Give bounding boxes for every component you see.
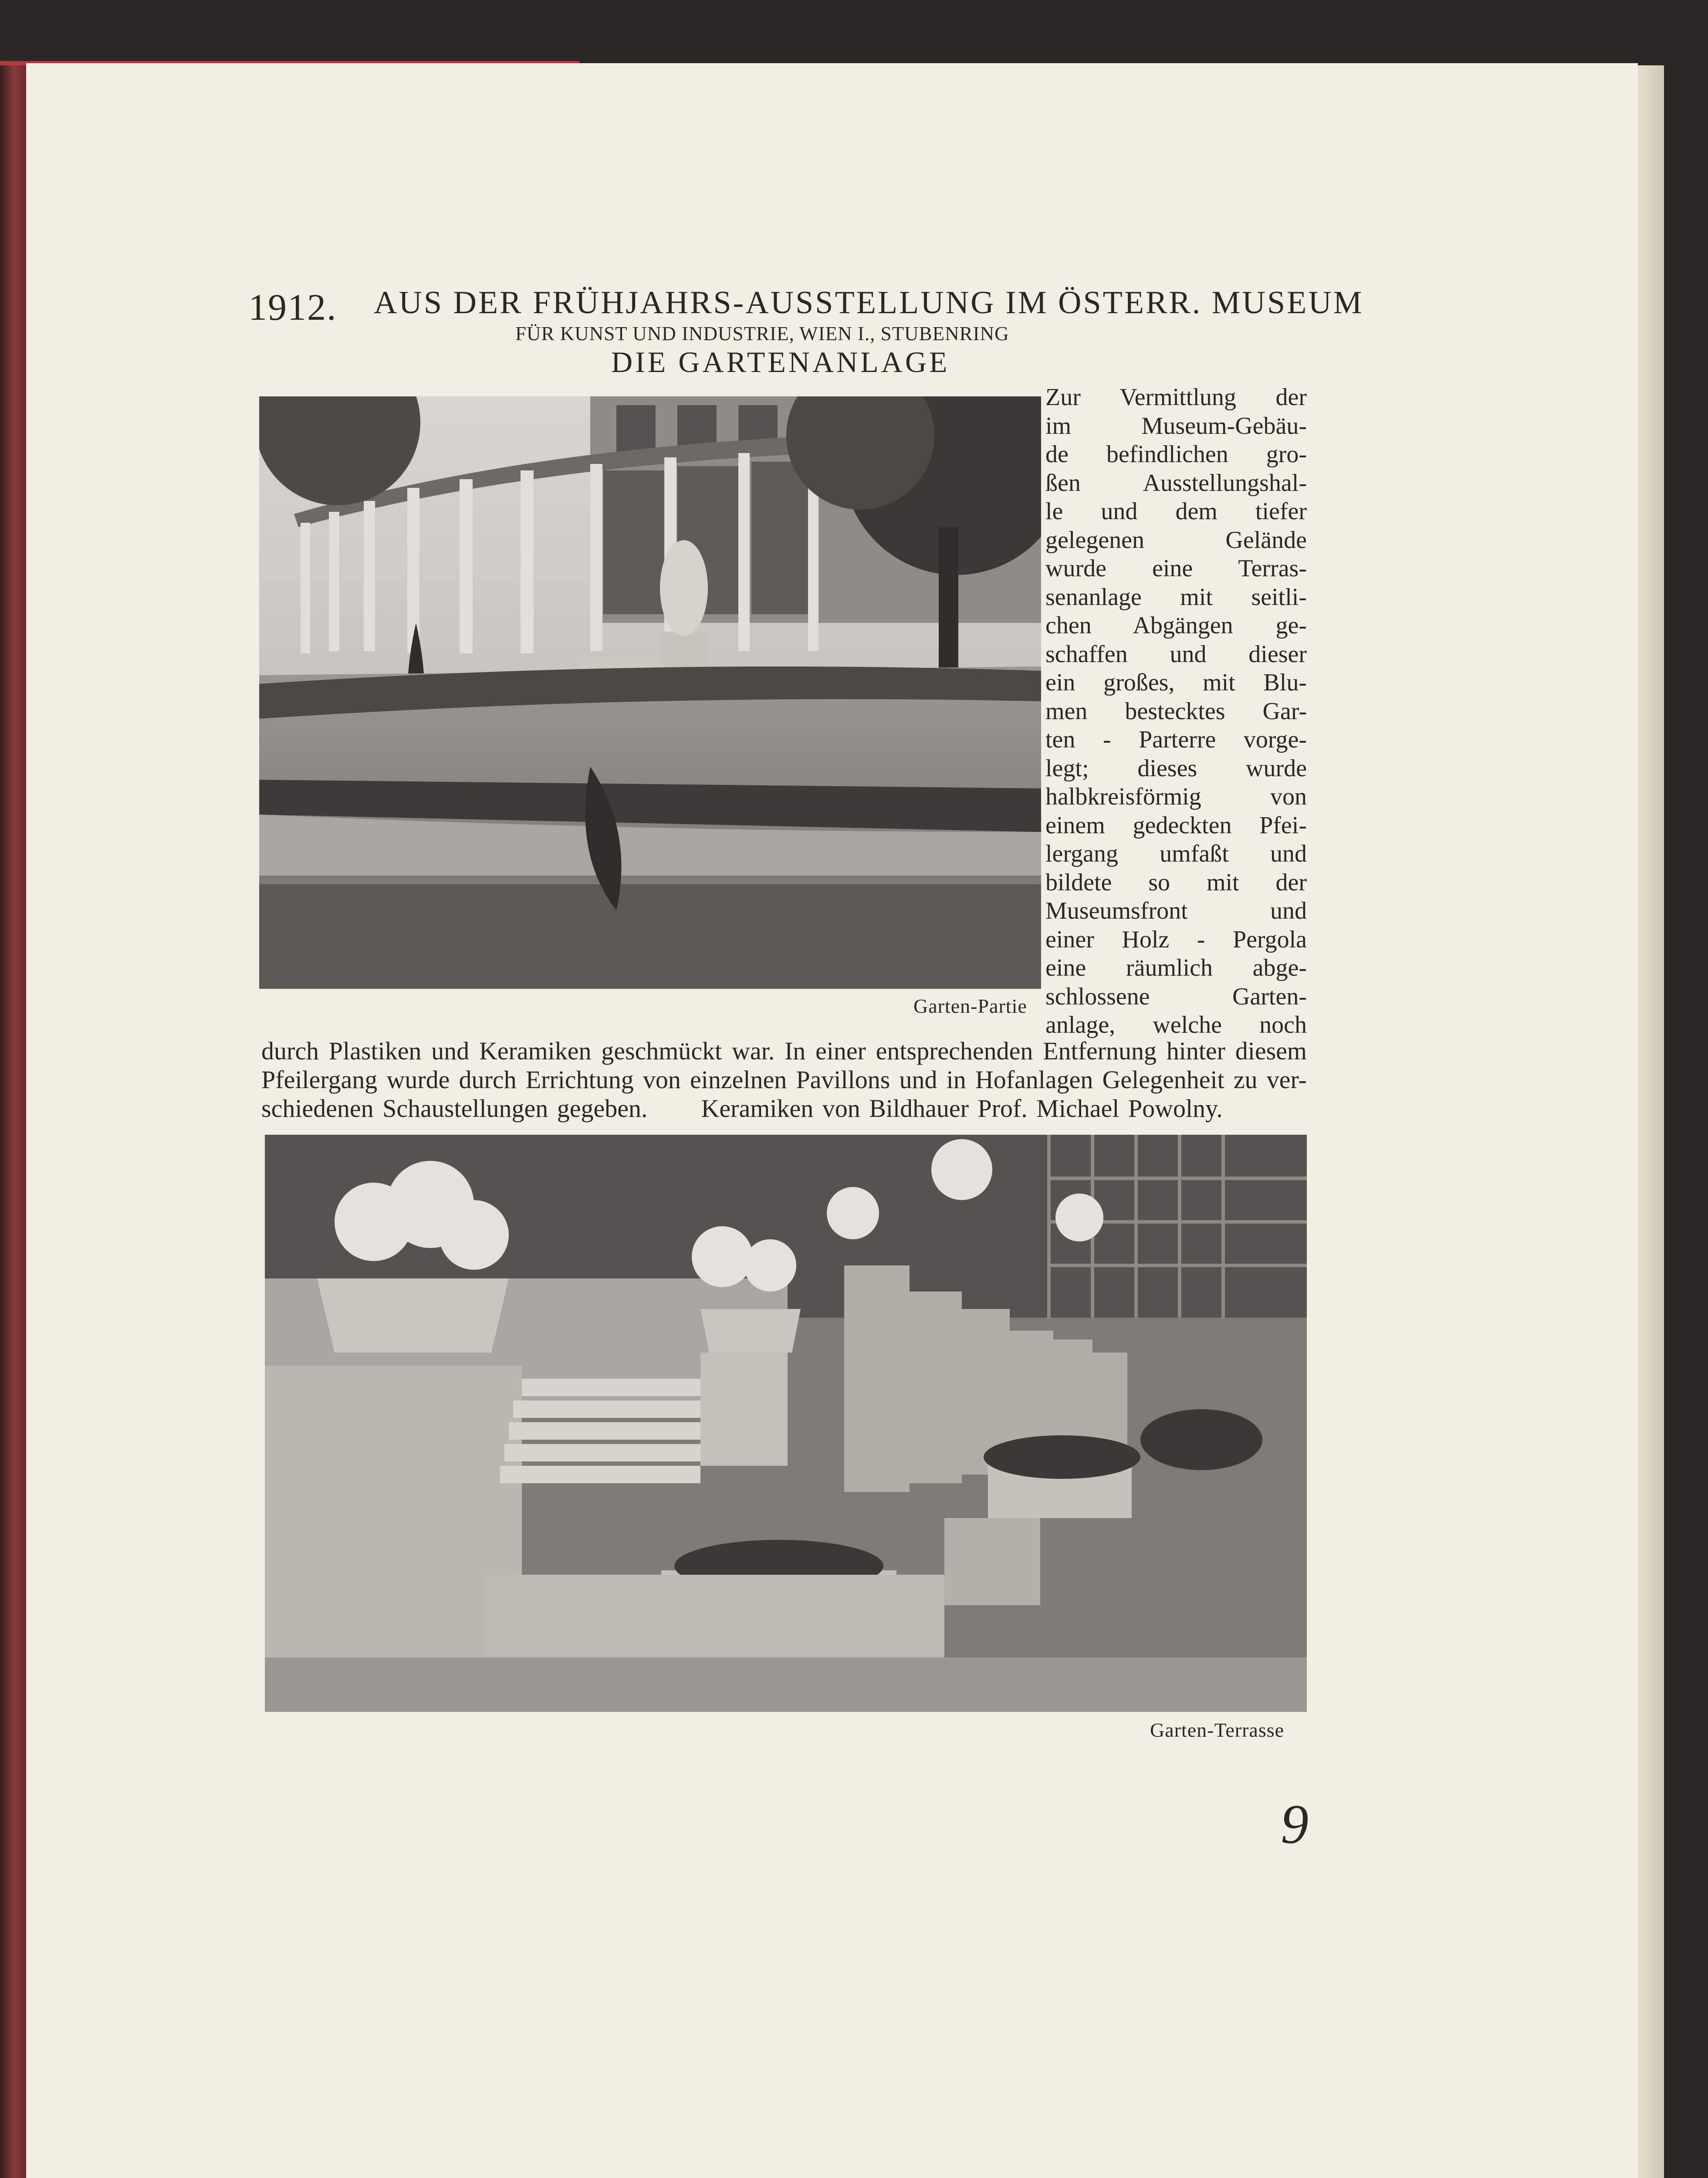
body-line-last: schiedenen Schaustellungen gegeben. Keramiken von Bildhauer Prof. Michael Powolny. bbox=[261, 1094, 1223, 1123]
book-binding-edge bbox=[0, 61, 26, 2178]
body-line: durch Plastiken und Keramiken geschmückt war. In einer entsprechenden Entfernung hinter diesem bbox=[261, 1037, 1307, 1065]
side-line: gelegenen Gelände bbox=[1045, 526, 1307, 554]
side-line: schaffen und dieser bbox=[1045, 640, 1307, 668]
header-title-line2: FÜR KUNST UND INDUSTRIE, WIEN I., STUBENRING bbox=[515, 323, 1009, 345]
side-line: schlossene Garten- bbox=[1045, 983, 1307, 1010]
page-number: 9 bbox=[1281, 1793, 1309, 1855]
header-title-line3: DIE GARTENANLAGE bbox=[611, 345, 950, 379]
side-line: bildete so mit der bbox=[1045, 869, 1307, 896]
header-year: 1912. bbox=[248, 286, 337, 328]
page-fore-edge bbox=[1638, 65, 1664, 2178]
side-line: men bestecktes Gar- bbox=[1045, 697, 1307, 725]
caption-garten-terrasse: Garten-Terrasse bbox=[1150, 1719, 1285, 1741]
side-line: einem gedeckten Pfei- bbox=[1045, 812, 1307, 839]
side-line: ten - Parterre vorge- bbox=[1045, 726, 1307, 753]
body-text bbox=[261, 1037, 1307, 1123]
caption-garten-partie: Garten-Partie bbox=[913, 995, 1027, 1017]
side-line: senanlage mit seitli- bbox=[1045, 583, 1307, 611]
photo-garten-terrasse bbox=[265, 1135, 1307, 1712]
side-line: le und dem tiefer bbox=[1045, 498, 1307, 525]
side-line: anlage, welche noch bbox=[1045, 1011, 1307, 1038]
header-title-line1: AUS DER FRÜHJAHRS-AUSSTELLUNG IM ÖSTERR. MUSEUM bbox=[374, 285, 1364, 321]
side-line: chen Abgängen ge- bbox=[1045, 612, 1307, 639]
side-line: im Museum-Gebäu- bbox=[1045, 412, 1307, 440]
body-line: Pfeilergang wurde durch Errichtung von einzelnen Pavillons und in Hofanlagen Gelegenheit zu ver- bbox=[261, 1065, 1307, 1094]
side-line: Museumsfront und bbox=[1045, 897, 1307, 924]
side-line: lergang umfaßt und bbox=[1045, 840, 1307, 867]
side-line: legt; dieses wurde bbox=[1045, 754, 1307, 782]
garden-photo-illustration bbox=[259, 396, 1041, 989]
photo-garten-partie bbox=[259, 396, 1041, 989]
side-line: ein großes, mit Blu- bbox=[1045, 669, 1307, 696]
side-line: ßen Ausstellungshal- bbox=[1045, 469, 1307, 497]
side-column-text bbox=[1045, 383, 1307, 1040]
side-line: halbkreisförmig von bbox=[1045, 783, 1307, 810]
side-line: Zur Vermittlung der bbox=[1045, 384, 1307, 411]
side-line: einer Holz - Pergola bbox=[1045, 926, 1307, 953]
side-line: eine räumlich abge- bbox=[1045, 954, 1307, 981]
side-line: de befindlichen gro- bbox=[1045, 441, 1307, 468]
terrace-photo-illustration bbox=[265, 1135, 1307, 1712]
side-line: wurde eine Terras- bbox=[1045, 555, 1307, 582]
